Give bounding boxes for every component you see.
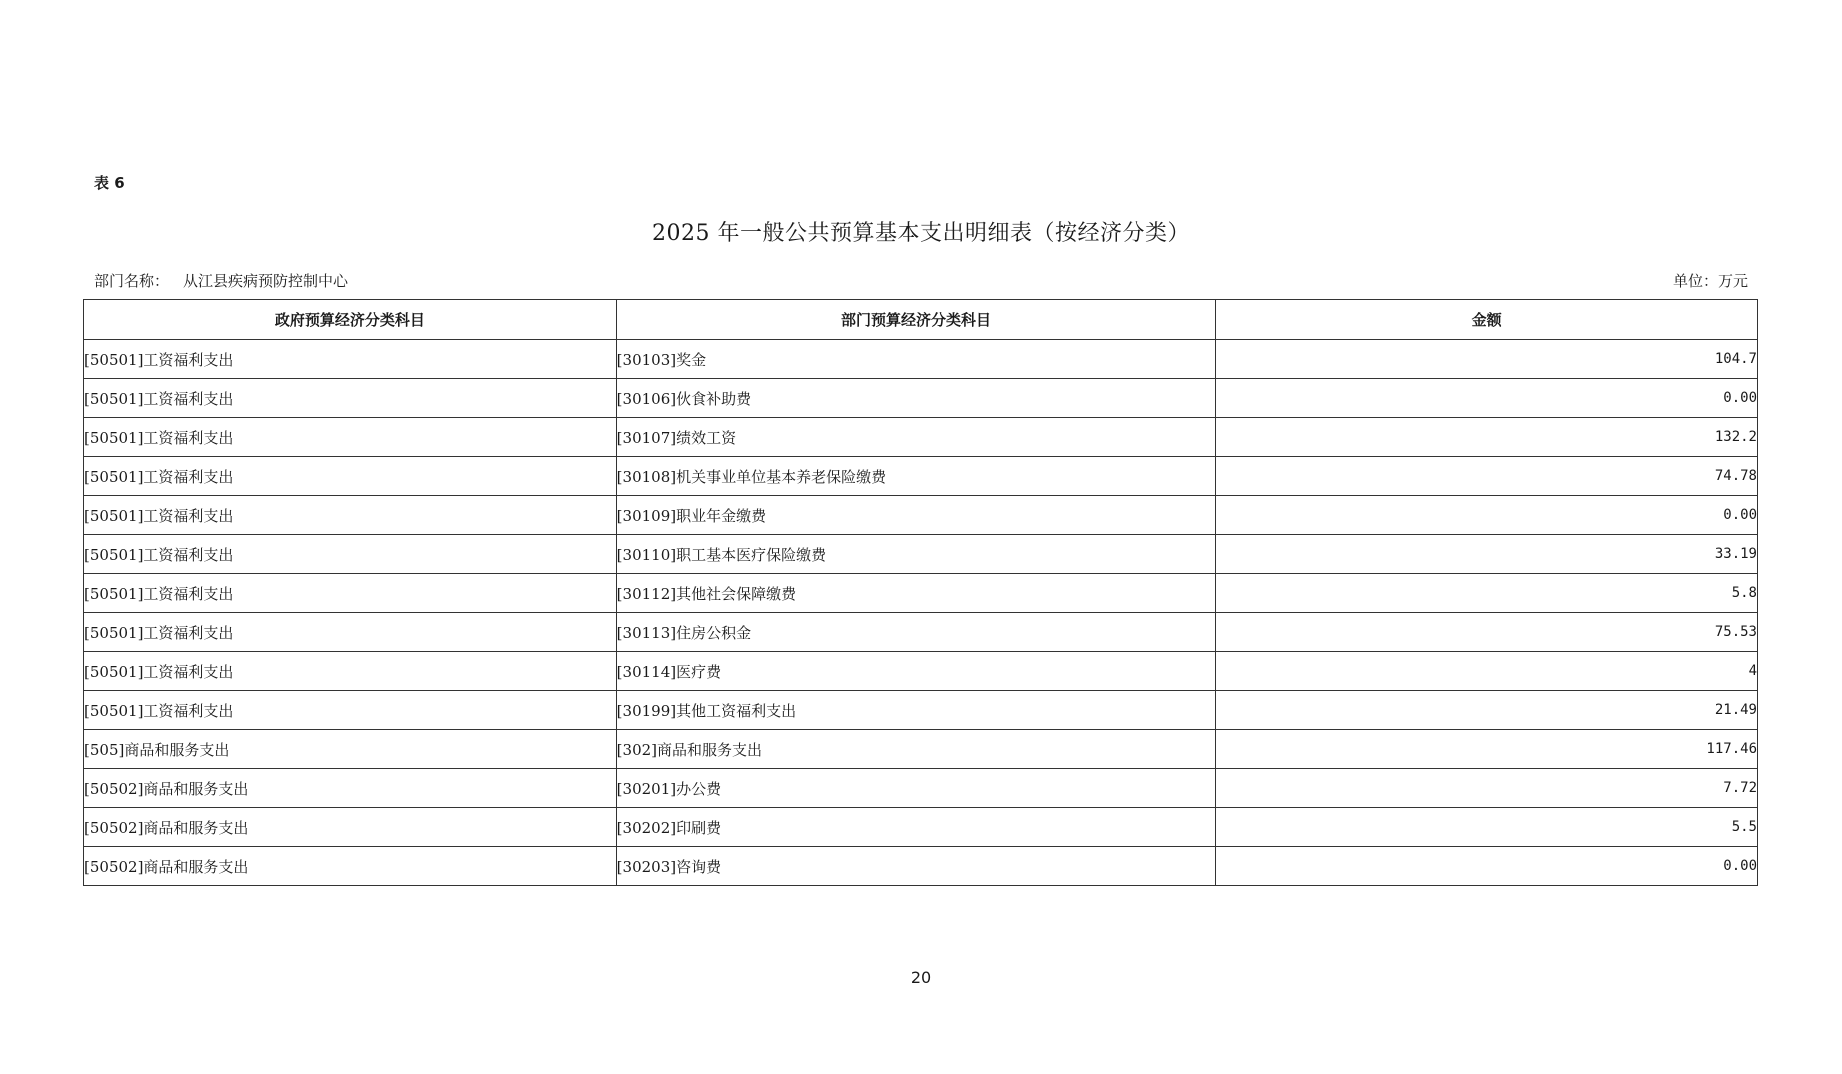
page-number: 20 — [910, 968, 932, 987]
amount-cell: 7.72 — [1216, 769, 1758, 808]
amount-cell: 132.2 — [1216, 418, 1758, 457]
gov-category-cell: [50501]工资福利支出 — [84, 535, 617, 574]
amount-cell: 117.46 — [1216, 730, 1758, 769]
dept-category-cell: [30199]其他工资福利支出 — [616, 691, 1216, 730]
gov-category-cell: [50501]工资福利支出 — [84, 691, 617, 730]
amount-cell: 0.00 — [1216, 847, 1758, 886]
gov-category-cell: [505]商品和服务支出 — [84, 730, 617, 769]
header-amount: 金额 — [1216, 300, 1758, 340]
dept-category-cell: [30107]绩效工资 — [616, 418, 1216, 457]
department-label: 部门名称： — [94, 272, 170, 290]
table-row — [84, 457, 1758, 496]
gov-category-cell: [50502]商品和服务支出 — [84, 808, 617, 847]
gov-category-cell: [50501]工资福利支出 — [84, 652, 617, 691]
dept-category-cell: [30110]职工基本医疗保险缴费 — [616, 535, 1216, 574]
table-row — [84, 808, 1758, 847]
header-gov-category: 政府预算经济分类科目 — [84, 300, 617, 340]
gov-category-cell: [50502]商品和服务支出 — [84, 847, 617, 886]
dept-category-cell: [30202]印刷费 — [616, 808, 1216, 847]
gov-category-cell: [50501]工资福利支出 — [84, 379, 617, 418]
table-row — [84, 730, 1758, 769]
dept-category-cell: [30108]机关事业单位基本养老保险缴费 — [616, 457, 1216, 496]
header-dept-category: 部门预算经济分类科目 — [616, 300, 1216, 340]
gov-category-cell: [50502]商品和服务支出 — [84, 769, 617, 808]
budget-table — [83, 299, 1758, 886]
amount-cell: 0.00 — [1216, 496, 1758, 535]
table-row — [84, 847, 1758, 886]
dept-category-cell: [30113]住房公积金 — [616, 613, 1216, 652]
amount-cell: 4 — [1216, 652, 1758, 691]
table-row — [84, 769, 1758, 808]
amount-cell: 5.8 — [1216, 574, 1758, 613]
table-body — [84, 340, 1758, 886]
gov-category-cell: [50501]工资福利支出 — [84, 496, 617, 535]
dept-category-cell: [30109]职业年金缴费 — [616, 496, 1216, 535]
table-row — [84, 652, 1758, 691]
table-header-row — [84, 300, 1758, 340]
amount-cell: 75.53 — [1216, 613, 1758, 652]
gov-category-cell: [50501]工资福利支出 — [84, 613, 617, 652]
table-row — [84, 691, 1758, 730]
dept-category-cell: [30203]咨询费 — [616, 847, 1216, 886]
gov-category-cell: [50501]工资福利支出 — [84, 340, 617, 379]
table-row — [84, 379, 1758, 418]
department-line — [94, 270, 348, 291]
amount-cell: 21.49 — [1216, 691, 1758, 730]
amount-cell: 74.78 — [1216, 457, 1758, 496]
department-name: 从江县疾病预防控制中心 — [183, 272, 349, 290]
amount-cell: 5.5 — [1216, 808, 1758, 847]
dept-category-cell: [302]商品和服务支出 — [616, 730, 1216, 769]
gov-category-cell: [50501]工资福利支出 — [84, 457, 617, 496]
table-row — [84, 418, 1758, 457]
dept-category-cell: [30112]其他社会保障缴费 — [616, 574, 1216, 613]
dept-category-cell: [30106]伙食补助费 — [616, 379, 1216, 418]
table-row — [84, 496, 1758, 535]
gov-category-cell: [50501]工资福利支出 — [84, 418, 617, 457]
table-label: 表 6 — [94, 174, 125, 192]
table-row — [84, 613, 1758, 652]
dept-category-cell: [30201]办公费 — [616, 769, 1216, 808]
dept-category-cell: [30114]医疗费 — [616, 652, 1216, 691]
amount-cell: 33.19 — [1216, 535, 1758, 574]
dept-category-cell: [30103]奖金 — [616, 340, 1216, 379]
page-title: 2025 年一般公共预算基本支出明细表（按经济分类） — [652, 221, 1190, 246]
unit-label: 单位：万元 — [1672, 272, 1748, 290]
table-row — [84, 574, 1758, 613]
table-row — [84, 535, 1758, 574]
amount-cell: 0.00 — [1216, 379, 1758, 418]
gov-category-cell: [50501]工资福利支出 — [84, 574, 617, 613]
table-row — [84, 340, 1758, 379]
amount-cell: 104.7 — [1216, 340, 1758, 379]
